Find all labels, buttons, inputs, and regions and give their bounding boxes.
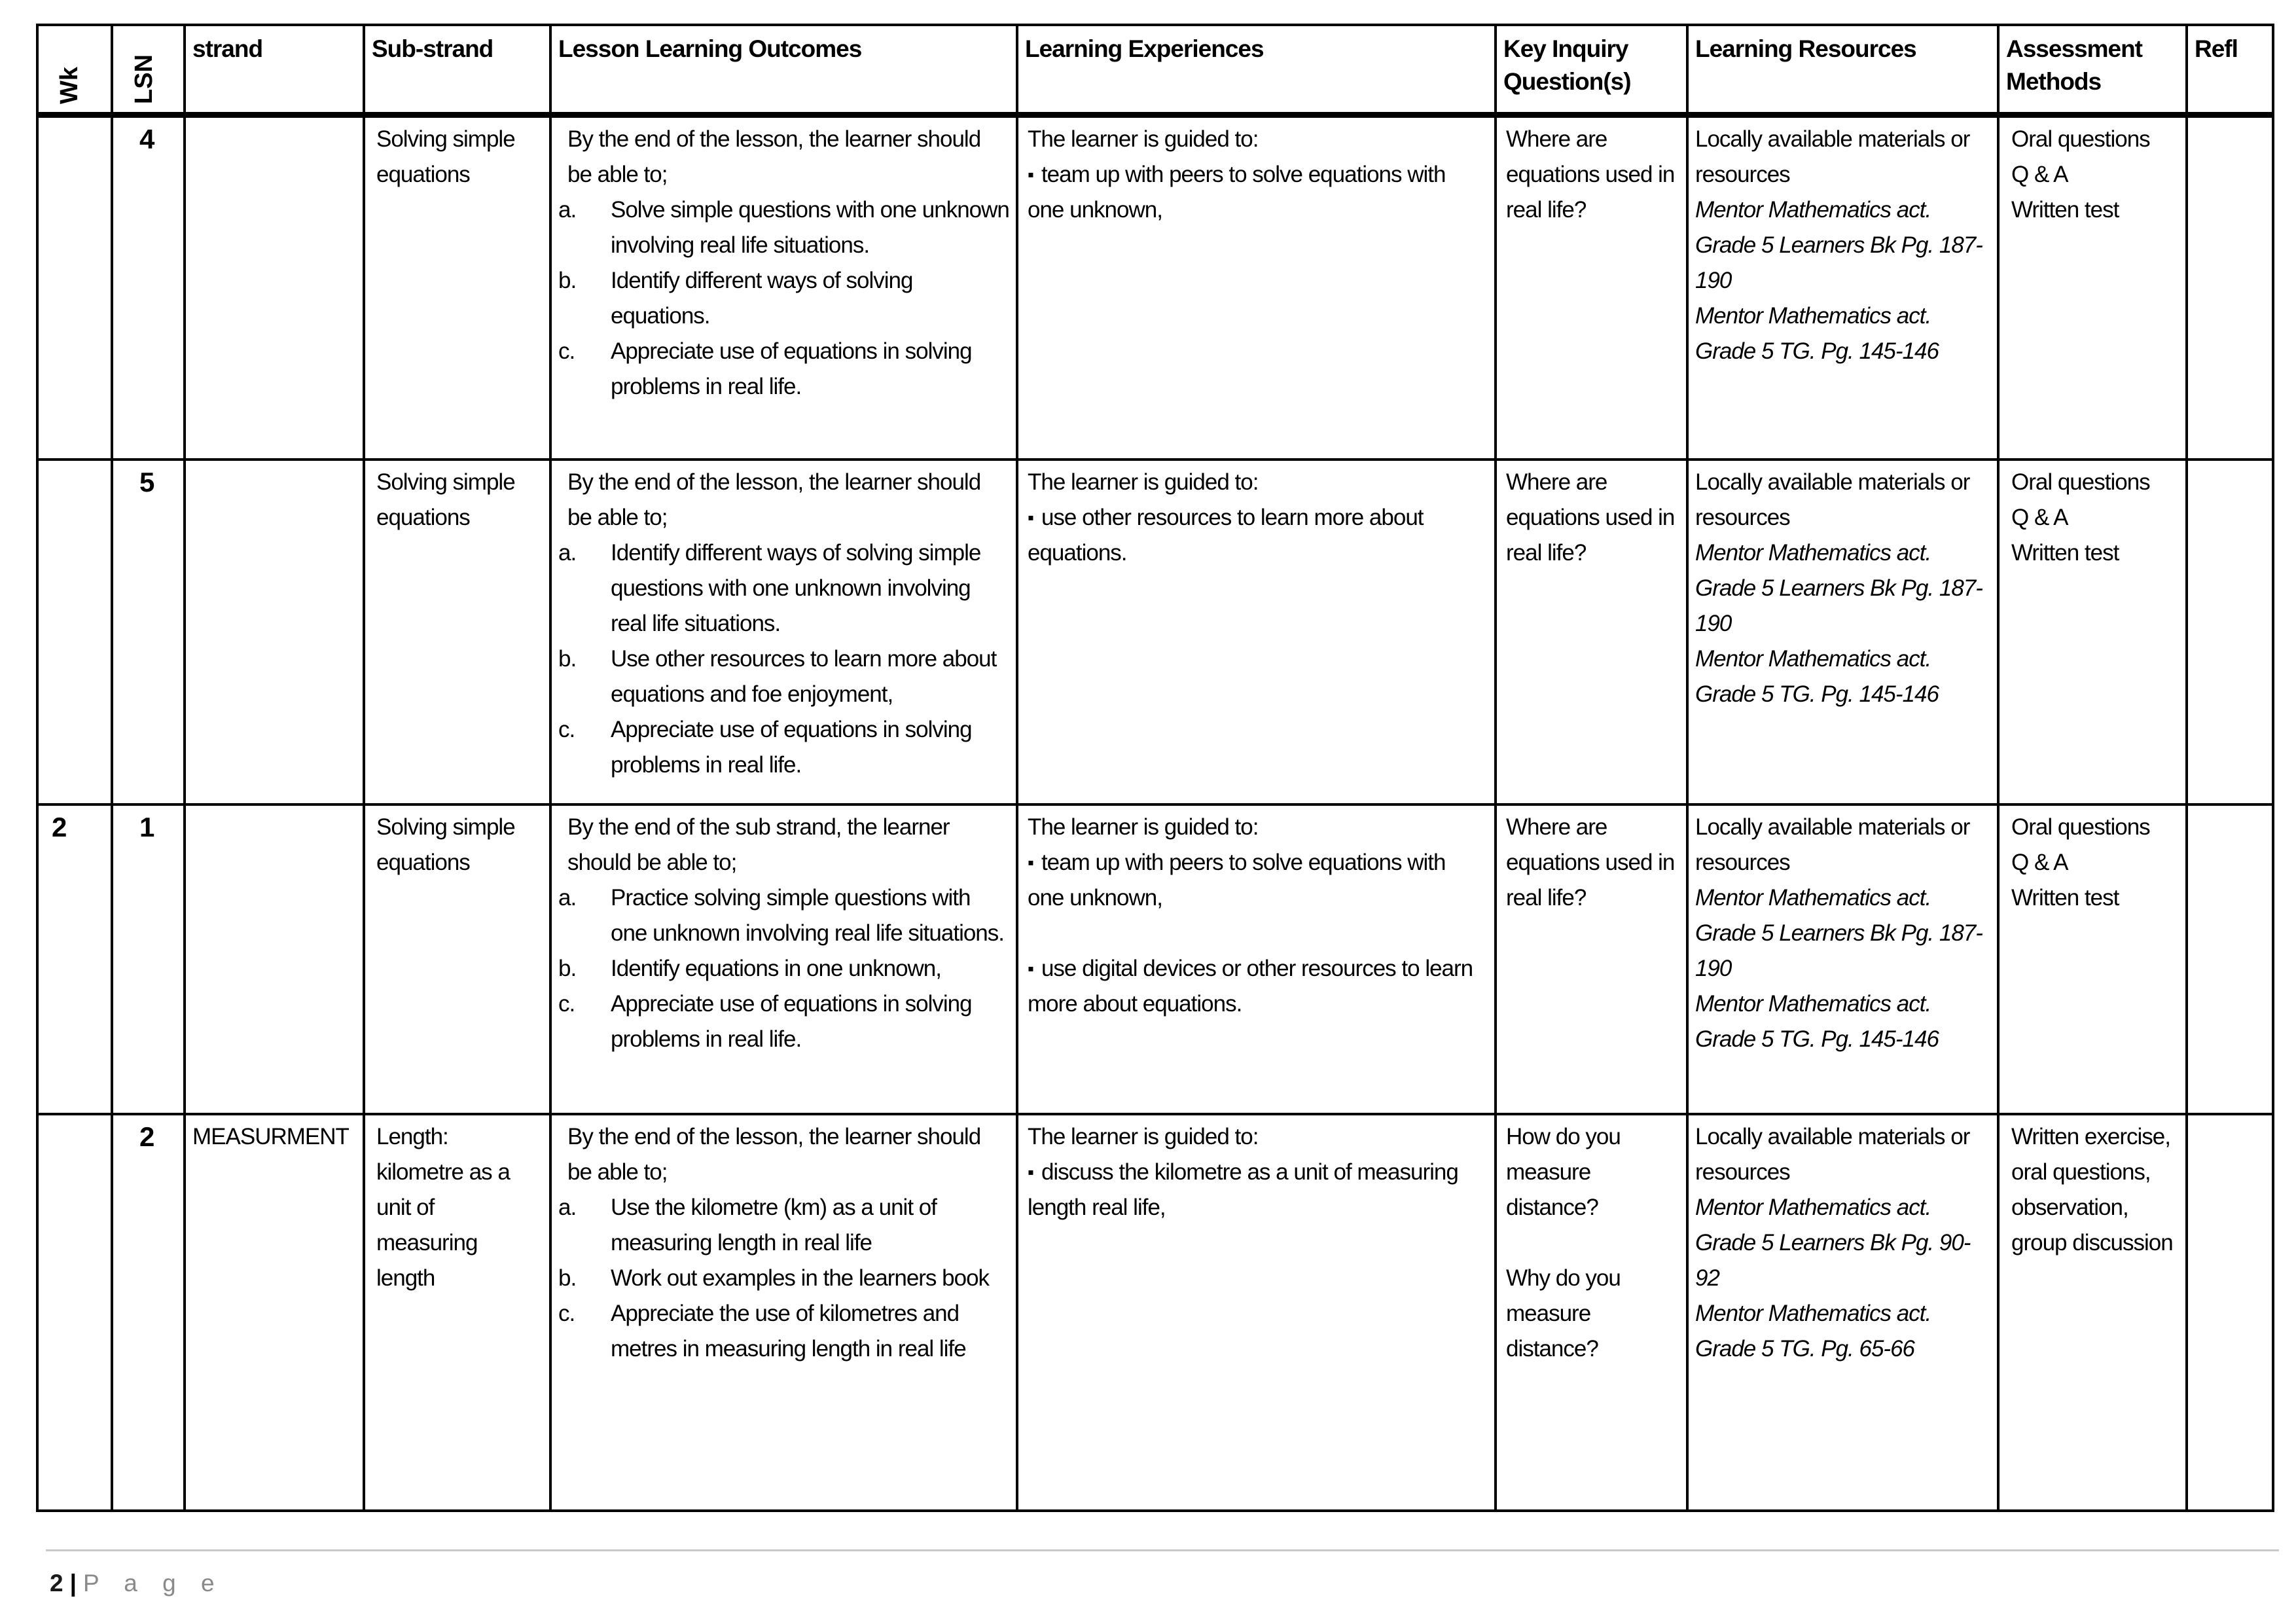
assessment-line: Oral questions	[2011, 126, 2150, 152]
cell-strand	[185, 804, 364, 1114]
outcome-item-label: a.	[558, 540, 577, 566]
bullet-icon: ▪	[1028, 852, 1033, 873]
cell-wk	[37, 115, 112, 460]
experience-bullet	[1028, 951, 1485, 1022]
cell-wk	[37, 460, 112, 804]
outcome-item	[558, 1296, 1009, 1367]
footer-divider	[46, 1549, 2279, 1551]
resource-reference: Mentor Mathematics act. Grade 5 Learners Bk Pg. 187-190	[1695, 540, 1982, 636]
cell-refl	[2187, 804, 2273, 1114]
header-wk-label: Wk	[56, 66, 83, 104]
cell-outcomes	[550, 115, 1017, 460]
cell-key-inquiry	[1496, 115, 1687, 460]
cell-resources	[1687, 1114, 1998, 1511]
outcome-item-label: c.	[558, 717, 575, 742]
resource-reference: Mentor Mathematics act. Grade 5 Learners Bk Pg. 187-190	[1695, 196, 1982, 293]
scheme-of-work-table	[36, 24, 2274, 1512]
outcome-item-text: Identify different ways of solving simple questions with one unknown involving real life situations.	[611, 540, 981, 636]
cell-experiences	[1017, 804, 1496, 1114]
cell-wk: 2	[37, 804, 112, 1114]
experiences-intro: The learner is guided to:	[1028, 814, 1259, 840]
bullet-icon: ▪	[1028, 507, 1033, 528]
assessment-line: Oral questions	[2011, 814, 2150, 840]
header-learning-resources: Learning Resources	[1687, 25, 1998, 115]
cell-key-inquiry	[1496, 1114, 1687, 1511]
cell-key-inquiry	[1496, 460, 1687, 804]
cell-sub-strand: Solving simple equations	[364, 460, 550, 804]
page-label: P a g e	[82, 1570, 224, 1597]
outcome-item-text: Solve simple questions with one unknown involving real life situations.	[611, 196, 1009, 258]
outcome-item	[558, 1261, 1009, 1296]
outcome-item	[558, 951, 1009, 986]
assessment-line: Written test	[2011, 885, 2119, 911]
cell-outcomes	[550, 804, 1017, 1114]
header-lsn-label: LSN	[130, 54, 158, 104]
experiences-intro: The learner is guided to:	[1028, 469, 1259, 495]
cell-strand	[185, 115, 364, 460]
cell-lsn: 4	[112, 115, 185, 460]
cell-assessment	[1998, 115, 2187, 460]
outcome-item	[558, 535, 1009, 641]
outcomes-intro: By the end of the sub strand, the learner should be able to;	[567, 814, 950, 875]
outcomes-intro: By the end of the lesson, the learner should be able to;	[567, 1124, 981, 1185]
outcome-item	[558, 263, 1009, 334]
outcome-item-label: c.	[558, 338, 575, 364]
outcome-item-text: Appreciate use of equations in solving problems in real life.	[611, 991, 972, 1052]
outcome-item-text: Practice solving simple questions with one unknown involving real life situations.	[611, 885, 1004, 946]
bullet-icon: ▪	[1028, 164, 1033, 185]
header-lsn	[112, 25, 185, 115]
outcome-item-text: Identify different ways of solving equations.	[611, 267, 913, 329]
cell-lsn: 5	[112, 460, 185, 804]
resources-intro: Locally available materials or resources	[1695, 469, 1970, 530]
cell-refl	[2187, 115, 2273, 460]
table-row	[37, 804, 2273, 1114]
outcome-item	[558, 641, 1009, 712]
experience-bullet	[1028, 845, 1485, 916]
resource-reference: Mentor Mathematics act. Grade 5 TG. Pg. 65-66	[1695, 1301, 1931, 1362]
page-footer	[50, 1570, 224, 1597]
outcome-item	[558, 334, 1009, 405]
key-inquiry-question: Where are equations used in real life?	[1506, 469, 1675, 566]
assessment-line: Written test	[2011, 196, 2119, 223]
experiences-intro: The learner is guided to:	[1028, 126, 1259, 152]
outcome-item-label: a.	[558, 1195, 577, 1220]
outcomes-intro: By the end of the lesson, the learner should be able to;	[567, 469, 981, 530]
bullet-icon: ▪	[1028, 1162, 1033, 1182]
experience-text: use other resources to learn more about equations.	[1028, 505, 1424, 566]
outcome-item-label: c.	[558, 991, 575, 1017]
outcome-item	[558, 1190, 1009, 1261]
outcome-item	[558, 192, 1009, 263]
outcome-item-text: Appreciate use of equations in solving problems in real life.	[611, 717, 972, 778]
resources-intro: Locally available materials or resources	[1695, 126, 1970, 187]
key-inquiry-question: Where are equations used in real life?	[1506, 814, 1675, 911]
cell-resources	[1687, 460, 1998, 804]
resources-intro: Locally available materials or resources	[1695, 1124, 1970, 1185]
resource-reference: Mentor Mathematics act. Grade 5 TG. Pg. 145-146	[1695, 302, 1939, 364]
cell-key-inquiry	[1496, 804, 1687, 1114]
resources-intro: Locally available materials or resources	[1695, 814, 1970, 875]
header-wk	[37, 25, 112, 115]
outcome-item-label: b.	[558, 267, 577, 293]
experience-text: discuss the kilometre as a unit of measuring length real life,	[1028, 1159, 1458, 1220]
outcome-item-text: Use the kilometre (km) as a unit of measuring length in real life	[611, 1195, 937, 1255]
outcomes-intro: By the end of the lesson, the learner should be able to;	[567, 126, 981, 187]
cell-assessment	[1998, 1114, 2187, 1511]
outcome-item-label: a.	[558, 885, 577, 911]
cell-experiences	[1017, 115, 1496, 460]
outcome-item-text: Identify equations in one unknown,	[611, 956, 941, 981]
assessment-line: Q & A	[2011, 850, 2068, 875]
footer-separator: |	[69, 1570, 77, 1597]
assessment-line: Written test	[2011, 540, 2119, 566]
table-header	[37, 25, 2273, 115]
experience-text: team up with peers to solve equations with one unknown,	[1028, 161, 1446, 223]
experience-bullet	[1028, 500, 1485, 571]
cell-sub-strand: Solving simple equations	[364, 115, 550, 460]
cell-experiences	[1017, 460, 1496, 804]
table-row	[37, 460, 2273, 804]
header-refl: Refl	[2187, 25, 2273, 115]
cell-outcomes	[550, 460, 1017, 804]
header-key-inquiry-questions: Key Inquiry Question(s)	[1496, 25, 1687, 115]
resource-reference: Mentor Mathematics act. Grade 5 Learners Bk Pg. 90-92	[1695, 1195, 1971, 1291]
cell-experiences	[1017, 1114, 1496, 1511]
header-learning-experiences: Learning Experiences	[1017, 25, 1496, 115]
cell-refl	[2187, 1114, 2273, 1511]
experience-text: team up with peers to solve equations with one unknown,	[1028, 850, 1446, 911]
cell-sub-strand: Length: kilometre as a unit of measuring length	[364, 1114, 550, 1511]
outcome-item	[558, 986, 1009, 1057]
cell-outcomes	[550, 1114, 1017, 1511]
cell-sub-strand: Solving simple equations	[364, 804, 550, 1114]
assessment-line: Oral questions	[2011, 469, 2150, 495]
outcome-item	[558, 712, 1009, 783]
table-row	[37, 115, 2273, 460]
outcome-item-label: b.	[558, 646, 577, 672]
resource-reference: Mentor Mathematics act. Grade 5 TG. Pg. 145-146	[1695, 646, 1939, 707]
assessment-line: Q & A	[2011, 161, 2068, 187]
header-lesson-learning-outcomes: Lesson Learning Outcomes	[550, 25, 1017, 115]
key-inquiry-question: Where are equations used in real life?	[1506, 126, 1675, 223]
outcome-item-text: Appreciate use of equations in solving problems in real life.	[611, 338, 972, 399]
experience-bullet	[1028, 1155, 1485, 1225]
page-number: 2	[50, 1570, 63, 1597]
table-row	[37, 1114, 2273, 1511]
resource-reference: Mentor Mathematics act. Grade 5 Learners Bk Pg. 187-190	[1695, 885, 1982, 981]
bullet-icon: ▪	[1028, 958, 1033, 979]
cell-assessment	[1998, 460, 2187, 804]
outcome-item	[558, 880, 1009, 951]
outcome-item-label: b.	[558, 1265, 577, 1291]
experience-bullet	[1028, 157, 1485, 228]
key-inquiry-question: How do you measure distance?	[1506, 1124, 1621, 1220]
experiences-intro: The learner is guided to:	[1028, 1124, 1259, 1149]
outcome-item-label: b.	[558, 956, 577, 981]
cell-assessment	[1998, 804, 2187, 1114]
cell-wk	[37, 1114, 112, 1511]
cell-resources	[1687, 804, 1998, 1114]
outcome-item-text: Appreciate the use of kilometres and metres in measuring length in real life	[611, 1301, 966, 1362]
cell-resources	[1687, 115, 1998, 460]
cell-refl	[2187, 460, 2273, 804]
header-row	[37, 25, 2273, 115]
outcome-item-text: Use other resources to learn more about equations and foe enjoyment,	[611, 646, 997, 707]
outcome-item-text: Work out examples in the learners book	[611, 1265, 990, 1291]
cell-strand: MEASURMENT	[185, 1114, 364, 1511]
experience-text: use digital devices or other resources to learn more about equations.	[1028, 956, 1473, 1017]
cell-lsn: 2	[112, 1114, 185, 1511]
cell-lsn: 1	[112, 804, 185, 1114]
outcome-item-label: a.	[558, 196, 577, 223]
outcome-item-label: c.	[558, 1301, 575, 1326]
assessment-line: Written exercise, oral questions, observation, group discussion	[2011, 1124, 2173, 1255]
key-inquiry-question: Why do you measure distance?	[1506, 1265, 1621, 1362]
header-sub-strand: Sub-strand	[364, 25, 550, 115]
header-strand: strand	[185, 25, 364, 115]
resource-reference: Mentor Mathematics act. Grade 5 TG. Pg. 145-146	[1695, 991, 1939, 1052]
cell-strand	[185, 460, 364, 804]
assessment-line: Q & A	[2011, 505, 2068, 530]
header-assessment-methods: Assessment Methods	[1998, 25, 2187, 115]
